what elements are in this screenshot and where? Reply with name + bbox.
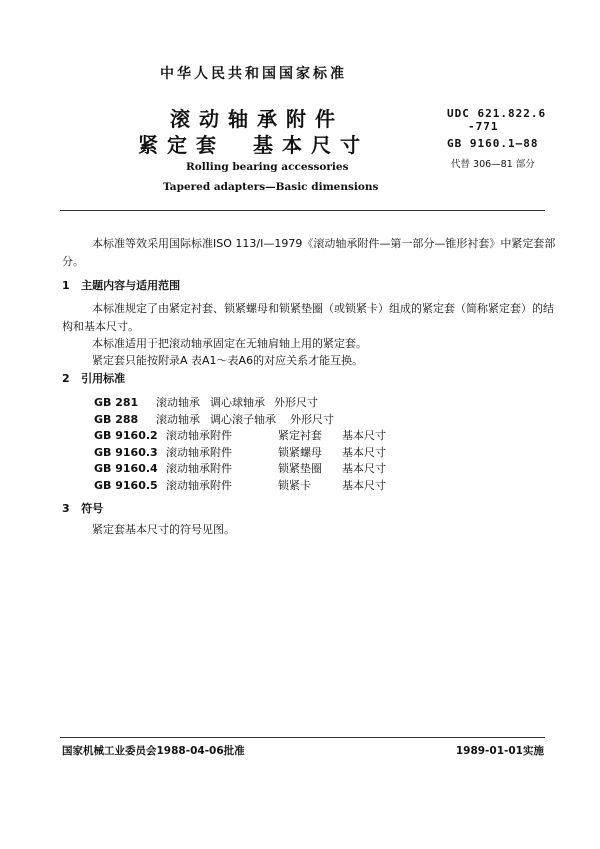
title-part-b: 基本尺寸: [253, 133, 369, 157]
reference-title-c: 外形尺寸: [274, 396, 318, 409]
section-1-heading: 1 主题内容与适用范围: [62, 279, 181, 292]
reference-title-c: 基本尺寸: [342, 462, 386, 475]
issuer-heading: 中华人民共和国国家标准: [160, 66, 347, 82]
reference-title-b: 锁紧螺母: [278, 445, 322, 459]
reference-title-c: 基本尺寸: [342, 445, 386, 459]
reference-item: [94, 460, 386, 476]
reference-code: GB 9160.4: [94, 462, 158, 475]
standard-number: GB 9160.1—88: [447, 137, 539, 150]
reference-title-c: 基本尺寸: [342, 478, 386, 492]
reference-title-b: 锁紧卡: [278, 478, 311, 492]
section-1-para: 构和基本尺寸。: [62, 320, 139, 333]
title-line-1: 滚动轴承附件: [170, 107, 344, 131]
section-3-para: 紧定套基本尺寸的符号见图。: [92, 523, 235, 536]
section-1-para: 本标准适用于把滚动轴承固定在无轴肩轴上用的紧定套。: [92, 337, 367, 350]
reference-item: [94, 444, 386, 460]
udc-code-cont: -771: [468, 120, 499, 133]
reference-code: GB 288: [94, 412, 139, 426]
reference-title-c: 基本尺寸: [342, 429, 386, 442]
approval-date: 国家机械工业委员会1988-04-06批准: [62, 745, 245, 757]
reference-title-b: 调心球轴承: [210, 396, 265, 409]
reference-title-b: 调心滚子轴承: [210, 412, 276, 426]
replaces-note: 代替 306—81 部分: [451, 159, 535, 170]
reference-title-a: 滚动轴承附件: [166, 478, 232, 492]
intro-line-1: 本标准等效采用国际标准ISO 113/I—1979《滚动轴承附件—第一部分—锥形衬套》中紧定套部: [92, 237, 556, 250]
reference-code: GB 9160.2: [94, 429, 158, 442]
reference-title-a: 滚动轴承附件: [166, 429, 232, 442]
english-title-2: Tapered adapters—Basic dimensions: [163, 181, 379, 193]
title-part-a: 紧定套: [138, 133, 225, 157]
reference-title-a: 滚动轴承附件: [166, 462, 232, 475]
reference-item: [94, 394, 318, 410]
section-2-heading: 2 引用标准: [62, 372, 126, 385]
reference-title-b: 锁紧垫圈: [278, 462, 322, 475]
reference-title-a: 滚动轴承附件: [166, 445, 232, 459]
reference-title-b: 紧定衬套: [278, 429, 322, 442]
section-1-para: 紧定套只能按附录A 表A1～表A6的对应关系才能互换。: [92, 354, 364, 367]
reference-title-c: 外形尺寸: [290, 412, 334, 426]
footer-rule: [60, 737, 545, 738]
udc-code: UDC 621.822.6: [447, 107, 547, 120]
effective-date: 1989-01-01实施: [455, 745, 544, 757]
section-3-heading: 3 符号: [62, 502, 104, 515]
english-title-1: Rolling bearing accessories: [186, 161, 349, 173]
section-1-para: 本标准规定了由紧定衬套、锁紧螺母和锁紧垫圈（或锁紧卡）组成的紧定套（简称紧定套）的结: [92, 302, 554, 315]
reference-item: [94, 411, 334, 427]
reference-code: GB 9160.5: [94, 478, 158, 492]
reference-code: GB 281: [94, 396, 139, 409]
reference-code: GB 9160.3: [94, 445, 158, 459]
reference-title-a: 滚动轴承: [156, 396, 200, 409]
reference-title-a: 滚动轴承: [156, 412, 200, 426]
reference-item: [94, 427, 386, 443]
reference-item: [94, 477, 386, 493]
header-rule: [60, 210, 545, 211]
title-line-2: [138, 129, 369, 158]
intro-line-2: 分。: [62, 255, 84, 268]
